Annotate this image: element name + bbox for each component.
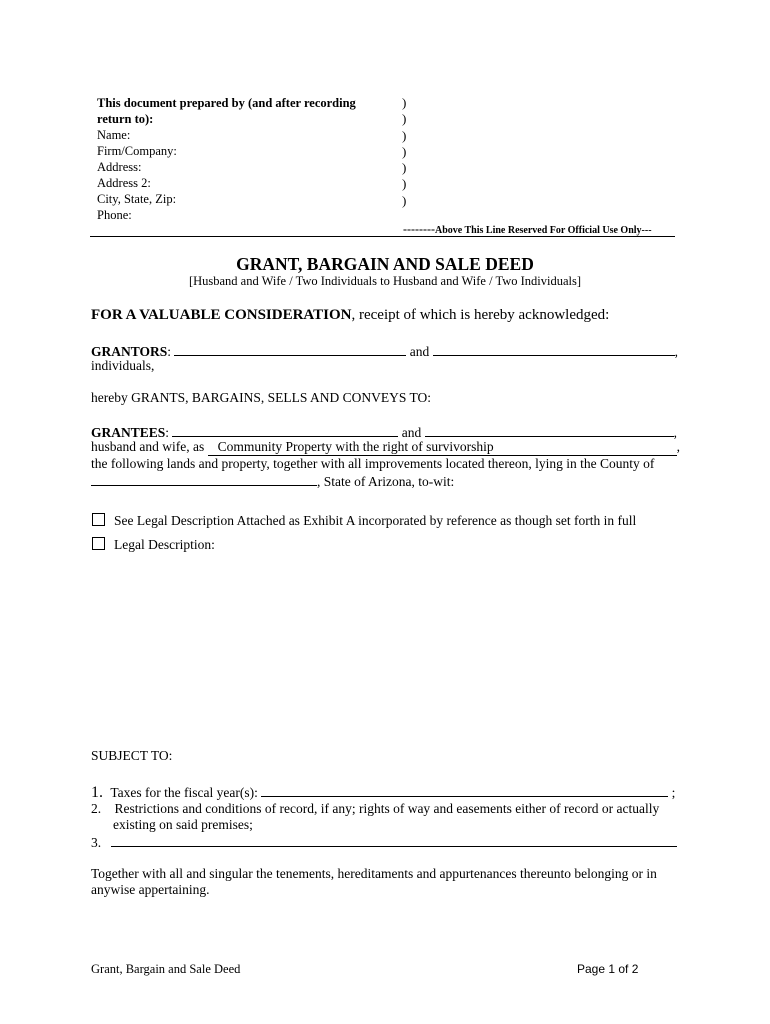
paren-mark: ) <box>402 143 407 159</box>
prepared-by-line2: return to): <box>97 112 154 126</box>
tenancy-value: Community Property with the right of survivorship <box>217 439 494 454</box>
subject-item-3 <box>91 833 677 851</box>
grantors-colon: : <box>167 344 172 359</box>
prepared-by-line1: This document prepared by (and after recording <box>97 96 356 110</box>
grantor1-blank[interactable] <box>174 342 406 356</box>
grantor2-blank[interactable] <box>433 342 675 356</box>
recording-parens <box>402 95 406 209</box>
deed-title: GRANT, BARGAIN AND SALE DEED <box>236 254 534 274</box>
subject-item-1 <box>91 783 675 802</box>
grantors-line <box>91 342 678 360</box>
grantors-comma: , <box>674 344 679 359</box>
grantee1-blank[interactable] <box>172 423 398 437</box>
husband-wife-prefix: husband and wife, as <box>91 439 205 454</box>
consideration-rest: , receipt of which is hereby acknowledged: <box>351 307 610 323</box>
header-fields <box>97 127 177 223</box>
paren-mark: ) <box>402 176 407 192</box>
phone-field-label: Phone: <box>97 208 132 222</box>
fiscal-year-blank[interactable] <box>261 783 668 797</box>
exhibit-option <box>92 513 636 529</box>
grantors-individuals: individuals, <box>91 358 155 373</box>
paren-mark: ) <box>402 95 407 110</box>
item3-blank[interactable] <box>111 833 677 847</box>
legal-description-checkbox[interactable] <box>92 537 105 550</box>
legal-description-option <box>92 537 215 553</box>
tenancy-field[interactable] <box>208 439 677 456</box>
item-suffix: ; <box>671 785 676 800</box>
grantees-and: and <box>401 425 422 440</box>
county-blank[interactable] <box>91 472 317 486</box>
address-field-label: Address: <box>97 160 142 174</box>
together-line1: Together with all and singular the tenements, hereditaments and appurtenances thereunto belonging or in <box>91 866 657 881</box>
prepared-by-label <box>97 95 356 127</box>
grantors-and: and <box>409 344 430 359</box>
lands-line: the following lands and property, together with all improvements located thereon, lying in the County of <box>91 456 655 471</box>
footer-document-name: Grant, Bargain and Sale Deed <box>91 962 241 976</box>
item-number: 3. <box>91 835 102 850</box>
paren-mark: ) <box>402 127 407 143</box>
item-text-continued: existing on said premises; <box>113 817 253 832</box>
grantee2-blank[interactable] <box>425 423 674 437</box>
item-number: 1. <box>91 784 103 801</box>
official-use-divider <box>90 236 675 237</box>
husband-wife-line <box>91 439 680 456</box>
state-suffix: , State of Arizona, to-wit: <box>317 474 455 489</box>
deed-subtitle: [Husband and Wife / Two Individuals to Husband and Wife / Two Individuals] <box>188 274 582 288</box>
legal-description-label: Legal Description: <box>114 537 215 552</box>
grantees-label: GRANTEES <box>91 425 166 440</box>
address2-field-label: Address 2: <box>97 176 151 190</box>
consideration-line <box>91 307 609 324</box>
county-line <box>91 472 454 490</box>
grantees-colon: : <box>165 425 170 440</box>
item-number: 2. <box>91 801 102 816</box>
grantees-comma: , <box>673 425 678 440</box>
firm-field-label: Firm/Company: <box>97 144 177 158</box>
subject-to-heading: SUBJECT TO: <box>91 748 173 763</box>
conveys-line: hereby GRANTS, BARGAINS, SELLS AND CONVEYS TO: <box>91 390 432 405</box>
reserved-line-label <box>403 222 652 237</box>
exhibit-option-label: See Legal Description Attached as Exhibit A incorporated by reference as though set forth in full <box>114 513 637 528</box>
paren-mark: ) <box>402 111 407 127</box>
paren-mark: ) <box>402 160 407 176</box>
reserved-dashes: -------- <box>403 222 435 236</box>
item-text: Taxes for the fiscal year(s): <box>110 785 258 800</box>
reserved-text: Above This Line Reserved For Official Use Only--- <box>434 225 652 236</box>
tenancy-comma: , <box>676 439 680 454</box>
subject-item-2 <box>91 801 659 817</box>
together-line2: anywise appertaining. <box>91 882 210 897</box>
name-field-label: Name: <box>97 128 131 142</box>
exhibit-checkbox[interactable] <box>92 513 105 526</box>
paren-mark: ) <box>402 192 407 208</box>
footer-page-number: Page 1 of 2 <box>577 962 639 976</box>
consideration-bold: FOR A VALUABLE CONSIDERATION <box>91 307 352 323</box>
city-state-zip-field-label: City, State, Zip: <box>97 192 177 206</box>
item-text: Restrictions and conditions of record, if any; rights of way and easements either of record or actually <box>114 801 660 816</box>
grantors-label: GRANTORS <box>91 344 168 359</box>
